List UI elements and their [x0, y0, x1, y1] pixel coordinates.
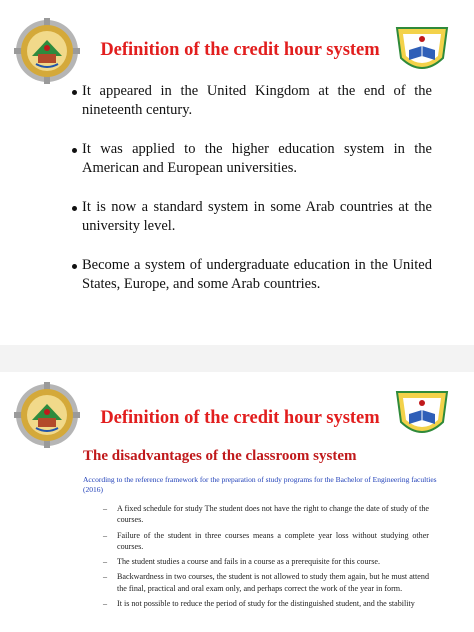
list-item: – Backwardness in two courses, the student is not allowed to study them again, but he must attend the final, practical and oral exam only, and perhaps correct the work of the year in form. [103, 572, 429, 593]
reference-note: According to the reference framework for the preparation of study programs for the Bachelor of Engineering faculties (2016) [83, 475, 437, 494]
bullet-dot-icon [72, 90, 77, 95]
list-item: It is now a standard system in some Arab countries at the university level. [72, 198, 432, 236]
slide-2 [0, 372, 474, 632]
disadvantages-list [103, 503, 429, 613]
department-badge-icon [393, 386, 451, 444]
list-item: – The student studies a course and fails in a course as a prerequisite for this course. [103, 557, 380, 567]
dash-marker: – [103, 599, 108, 609]
bullet-list [72, 82, 432, 314]
dash-marker: – [103, 557, 108, 567]
list-item: It appeared in the United Kingdom at the end of the nineteenth century. [72, 82, 432, 120]
list-item: Become a system of undergraduate education in the United States, Europe, and some Arab countries. [72, 256, 432, 294]
slide-separator [0, 345, 474, 372]
list-item: It was applied to the higher education system in the American and European universities. [72, 140, 432, 178]
bullet-dot-icon [72, 206, 77, 211]
list-item: – It is not possible to reduce the period of study for the distinguished student, and the stability [103, 599, 415, 609]
dash-marker: – [103, 530, 108, 540]
list-item: – A fixed schedule for study The student does not have the right to change the date of study of the courses. [103, 504, 429, 525]
department-badge-icon [393, 22, 451, 80]
bullet-dot-icon [72, 264, 77, 269]
section-subtitle: The disadvantages of the classroom system [83, 448, 357, 464]
slide-title: Definition of the credit hour system [100, 408, 380, 428]
university-emblem-icon [14, 18, 80, 84]
dash-marker: – [103, 572, 108, 582]
dash-marker: – [103, 504, 108, 513]
university-emblem-icon [14, 382, 80, 448]
bullet-dot-icon [72, 148, 77, 153]
list-item: – Failure of the student in three courses means a complete year loss without studying other courses. [103, 530, 429, 551]
slide-title: Definition of the credit hour system [100, 40, 380, 60]
